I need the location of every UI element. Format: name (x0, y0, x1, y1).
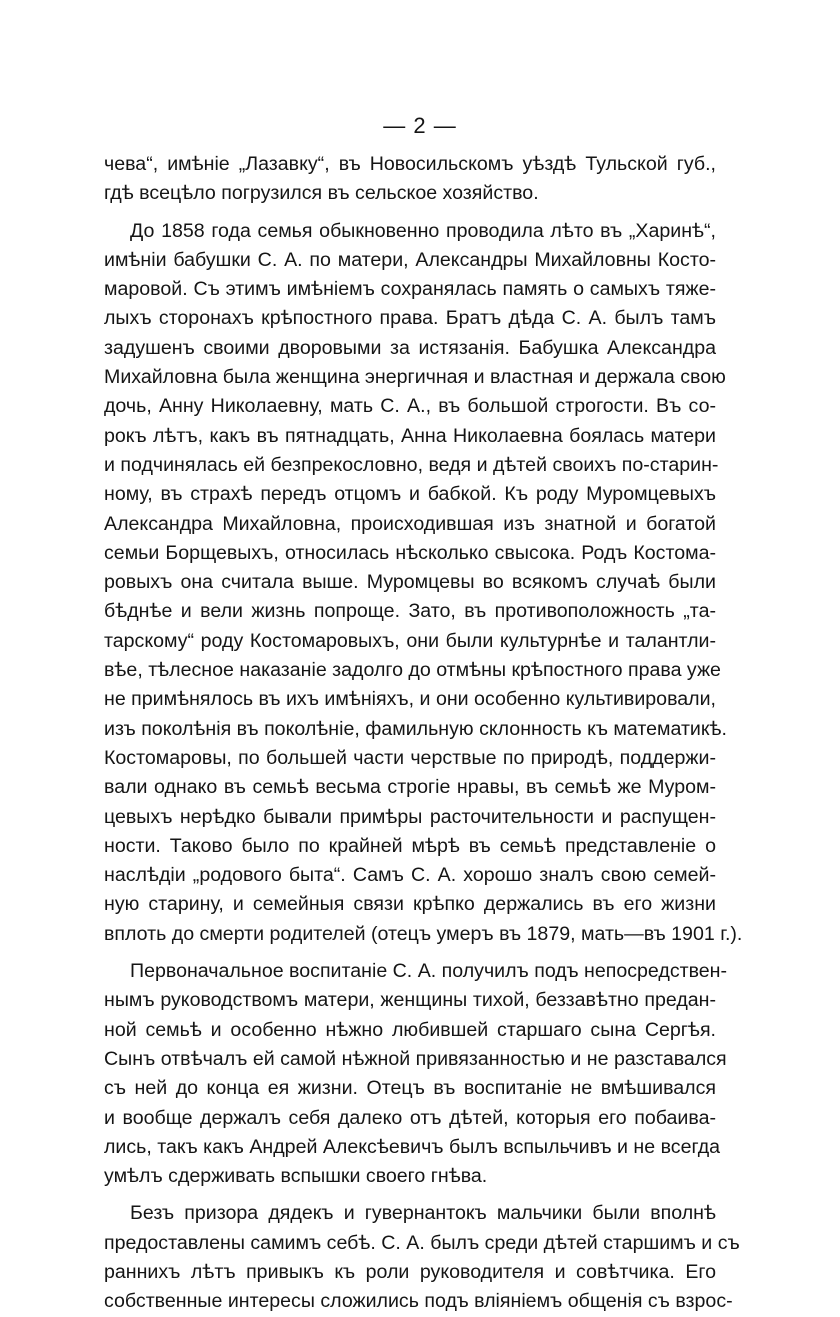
text-line: ровыхъ она считала выше. Муромцевы во всякомъ случаѣ были (104, 571, 716, 594)
paragraph-2 (104, 217, 743, 949)
text-line: раннихъ лѣтъ привыкъ къ роли руководителя и совѣтчика. Его (104, 1260, 716, 1283)
text-line: семьи Борщевыхъ, относилась нѣсколько свысока. Родъ Костома- (104, 541, 716, 564)
body-text (104, 150, 743, 1317)
paragraph-1 (104, 150, 716, 209)
text-line: вѣе, тѣлесное наказаніе задолго до отмѣны крѣпостного права уже (104, 659, 721, 682)
text-line: и вообще держалъ себя далеко отъ дѣтей, которыя его побаива- (104, 1106, 716, 1129)
text-line: съ ней до конца ея жизни. Отецъ въ воспитаніе не вмѣшивался (104, 1077, 716, 1100)
text-line: ности. Таково было по крайней мѣрѣ въ семьѣ представленіе о (104, 834, 716, 857)
text-line: Александра Михайловна, происходившая изъ знатной и богатой (104, 512, 716, 535)
paragraph-3 (104, 957, 728, 1191)
text-line: и подчинялась ей безпрекословно, ведя и дѣтей своихъ по-старин- (104, 453, 719, 476)
text-line: предоставлены самимъ себѣ. С. А. былъ среди дѣтей старшимъ и съ (104, 1231, 740, 1254)
text-line: изъ поколѣнія въ поколѣніе, фамильную склонность къ математикѣ. (104, 717, 727, 740)
text-line: лыхъ сторонахъ крѣпостного права. Братъ дѣда С. А. былъ тамъ (104, 307, 716, 330)
text-line: вали однако въ семьѣ весьма строгіе нравы, въ семьѣ же Муром- (104, 776, 716, 799)
text-line: ной семьѣ и особенно нѣжно любившей старшаго сына Сергѣя. (104, 1018, 716, 1041)
text-line: Костомаровы, по большей части черствые по природѣ, поддержи- (104, 746, 716, 769)
text-line: ному, въ страхѣ передъ отцомъ и бабкой. Къ роду Муромцевыхъ (104, 483, 716, 506)
text-line: нымъ руководствомъ матери, женщины тихой, беззавѣтно предан- (104, 989, 716, 1012)
text-line: тарскому“ роду Костомаровыхъ, они были культурнѣе и талантли- (104, 629, 716, 652)
text-line: Первоначальное воспитаніе С. А. получилъ подъ непосредствен- (130, 960, 728, 983)
text-line: гдѣ всецѣло погрузился въ сельское хозяйство. (104, 182, 539, 205)
text-line: бѣднѣе и вели жизнь попроще. Зато, въ противоположность „та- (104, 600, 716, 623)
text-line: не примѣнялось въ ихъ имѣніяхъ, и они особенно культивировали, (104, 688, 716, 711)
text-line: имѣніи бабушки С. А. по матери, Александры Михайловны Косто- (104, 248, 716, 271)
text-line: цевыхъ нерѣдко бывали примѣры расточительности и распущен- (104, 805, 716, 828)
text-line: вплоть до смерти родителей (отецъ умеръ въ 1879, мать—въ 1901 г.). (104, 922, 743, 945)
text-line: собственные интересы сложились подъ вліяніемъ общенія съ взрос- (104, 1290, 733, 1313)
text-line: ную старину, и семейныя связи крѣпко держались въ его жизни (104, 893, 716, 916)
text-line: лись, такъ какъ Андрей Алексѣевичъ былъ вспыльчивъ и не всегда (104, 1135, 721, 1158)
text-line: задушенъ своими дворовыми за истязанія. Бабушка Александра (104, 336, 716, 359)
text-line: чева“, имѣніе „Лазавку“, въ Новосильскомъ уѣздѣ Тульской губ., (104, 153, 716, 175)
text-line: наслѣдіи „родового быта“. Самъ С. А. хорошо зналъ свою семей- (104, 864, 716, 887)
page-number: — 2 — (383, 113, 457, 138)
text-line: До 1858 года семья обыкновенно проводила лѣто въ „Харинѣ“, (130, 219, 716, 242)
text-line: маровой. Съ этимъ имѣніемъ сохранялась память о самыхъ тяже- (104, 278, 716, 301)
text-line: Сынъ отвѣчалъ ей самой нѣжной привязанностью и не разставался (104, 1047, 727, 1070)
text-line: рокъ лѣтъ, какъ въ пятнадцать, Анна Николаевна боялась матери (104, 424, 716, 447)
text-line: умѣлъ сдерживать вспышки своего гнѣва. (104, 1165, 488, 1188)
paragraph-4 (104, 1199, 740, 1316)
text-line: дочь, Анну Николаевну, мать С. А., въ большой строгости. Въ со- (104, 395, 716, 418)
text-line: Михайловна была женщина энергичная и властная и держала свою (104, 366, 726, 389)
text-line: Безъ призора дядекъ и гувернантокъ мальчики были вполнѣ (130, 1202, 716, 1225)
